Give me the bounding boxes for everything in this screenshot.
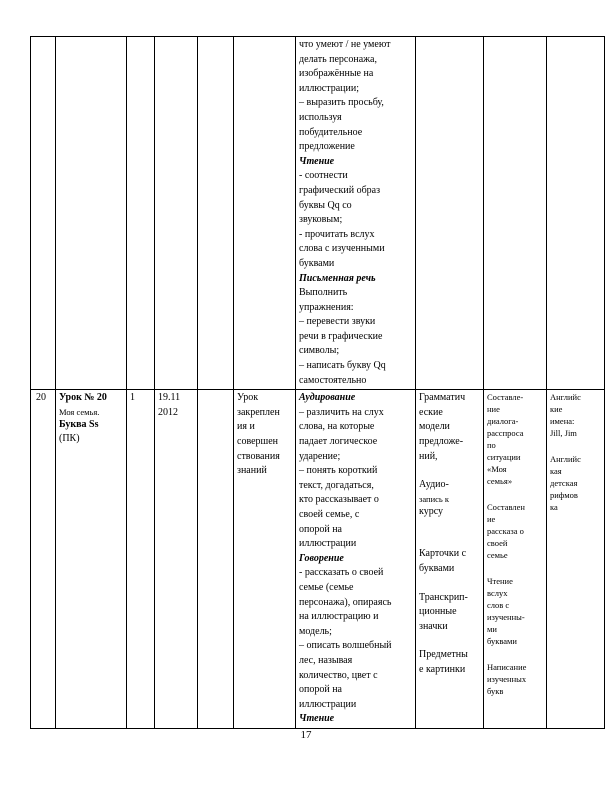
activity-line: букв <box>487 686 504 697</box>
content-line: кто рассказывает о <box>299 494 379 506</box>
activity-line: семья» <box>487 476 513 487</box>
content-line: Письменная речь <box>299 272 376 284</box>
materials-line <box>419 533 480 547</box>
activity-line <box>487 487 543 501</box>
content-line: что умеют / не умеют <box>299 39 391 50</box>
content-line: – написать букву Qq <box>299 360 386 372</box>
lesson-line: (ПК) <box>59 433 80 445</box>
content-line: Чтение <box>299 713 335 725</box>
lesson-type-cell <box>234 390 296 729</box>
content-line: слова, на которые <box>299 421 375 433</box>
content-line: предложение <box>299 141 355 153</box>
activity-line: буквами <box>487 636 517 647</box>
content-cell <box>296 37 416 390</box>
notes-line: детская <box>550 478 578 489</box>
materials-line: Грамматич <box>419 392 466 404</box>
activity-line: семье <box>487 550 508 561</box>
content-line: Выполнить <box>299 287 348 299</box>
lesson-cell <box>56 37 127 390</box>
activity-line <box>487 561 543 575</box>
activity-line: Написание <box>487 662 527 673</box>
materials-cell <box>416 390 484 729</box>
content-line: своей семье, с <box>299 509 360 520</box>
fact-date-cell <box>198 390 234 729</box>
content-line: модель; <box>299 625 332 637</box>
materials-line: ционные <box>419 606 457 618</box>
materials-line: курсу <box>419 505 444 517</box>
content-line: – перевести звуки <box>299 316 376 328</box>
materials-line: Предметны <box>419 649 468 661</box>
materials-line: модели <box>419 421 450 433</box>
activity-line: диалога- <box>487 416 519 427</box>
activities-cell <box>484 390 547 729</box>
content-line: Говорение <box>299 552 344 564</box>
content-line: слова с изученными <box>299 243 385 255</box>
activity-line: ситуации <box>487 452 521 463</box>
materials-line <box>419 634 480 648</box>
lesson-cell <box>56 390 127 729</box>
activity-line: своей <box>487 538 508 549</box>
activity-line: Составле- <box>487 392 524 403</box>
content-line: падает логическое <box>299 436 378 448</box>
content-line: речи в графические <box>299 330 383 342</box>
materials-line <box>419 577 480 591</box>
content-line: лес, называя <box>299 654 353 666</box>
materials-line: значки <box>419 620 448 632</box>
content-line: побудительное <box>299 126 363 138</box>
date-cell <box>155 37 198 390</box>
notes-line: имена: <box>550 416 575 427</box>
content-line: буквы Qq со <box>299 199 352 211</box>
content-line: количество, цвет с <box>299 669 378 681</box>
hours-cell <box>127 37 155 390</box>
content-line: - соотнести <box>299 170 348 182</box>
content-line: изображённые на <box>299 68 374 80</box>
materials-line: е картинки <box>419 663 466 675</box>
content-line: опорой на <box>299 684 342 696</box>
activity-line: Составлен <box>487 502 525 513</box>
notes-line <box>550 439 601 453</box>
hours-cell: 1 <box>127 390 155 729</box>
activity-line: изученных <box>487 674 527 685</box>
date-cell <box>155 390 198 729</box>
activity-line <box>487 647 543 661</box>
notes-line: кая <box>550 466 562 477</box>
materials-line: ний, <box>419 450 438 462</box>
materials-cell <box>416 37 484 390</box>
notes-line: рифмов <box>550 490 578 501</box>
materials-line: Карточки с <box>419 548 467 560</box>
content-line: на иллюстрацию и <box>299 611 379 623</box>
materials-line <box>419 464 480 478</box>
materials-line: Транскрип- <box>419 591 468 603</box>
table-row-lesson-20 <box>31 390 605 729</box>
activity-line: ие <box>487 514 496 525</box>
notes-line: Английс <box>550 454 581 465</box>
content-line: делать персонажа, <box>299 53 377 65</box>
activity-line: ние <box>487 404 500 415</box>
content-line: – выразить просьбу, <box>299 97 384 109</box>
activity-line: по <box>487 440 496 451</box>
materials-line: еские <box>419 406 443 418</box>
lesson-type-line: закреплен <box>237 406 280 418</box>
activity-line: вслух <box>487 588 508 599</box>
lesson-line: Моя семья. <box>59 406 100 417</box>
content-line: Аудирование <box>299 392 356 404</box>
content-line: иллюстрации <box>299 698 357 710</box>
lesson-type-line: Урок <box>237 392 259 404</box>
lesson-type-line: совершен <box>237 436 279 448</box>
content-line: Чтение <box>299 155 335 167</box>
table-row-continuation <box>31 37 605 390</box>
lesson-line: Буква Ss <box>59 418 99 430</box>
content-line: звуковым; <box>299 214 343 226</box>
content-line: – различить на слух <box>299 406 384 418</box>
activity-line: изученны- <box>487 612 525 623</box>
lesson-type-line: ствования <box>237 450 280 462</box>
activity-line: «Моя <box>487 464 507 475</box>
content-line: текст, догадаться, <box>299 479 374 491</box>
lesson-type-line: ия и <box>237 421 255 433</box>
date-line: 2012 <box>158 406 178 418</box>
notes-cell <box>547 37 605 390</box>
date-line: 19.11 <box>158 392 181 404</box>
content-line: опорой на <box>299 523 342 535</box>
content-line: - прочитать вслух <box>299 228 375 240</box>
content-line: графический образ <box>299 184 381 196</box>
activity-line: слов с <box>487 600 510 611</box>
content-line: семье (семье <box>299 581 354 593</box>
content-line: – описать волшебный <box>299 640 392 652</box>
activities-cell <box>484 37 547 390</box>
content-line: ударение; <box>299 450 341 462</box>
notes-cell <box>547 390 605 729</box>
content-line: – понять короткий <box>299 465 378 477</box>
lesson-type-line: знаний <box>237 465 267 477</box>
content-line: упражнения: <box>299 301 354 313</box>
content-line: самостоятельно <box>299 374 367 386</box>
notes-line: кие <box>550 404 563 415</box>
materials-line: запись к <box>419 493 450 504</box>
notes-line: Jill, Jim <box>550 428 577 439</box>
activity-line: рассказа о <box>487 526 524 537</box>
materials-line: Аудио- <box>419 479 449 491</box>
activity-line: расспроса <box>487 428 524 439</box>
materials-line <box>419 519 480 533</box>
number-cell: 20 <box>31 390 56 729</box>
materials-line: буквами <box>419 563 455 574</box>
notes-line: ка <box>550 502 558 513</box>
content-line: иллюстрации <box>299 538 357 550</box>
content-line: иллюстрации; <box>299 82 360 94</box>
number-cell <box>31 37 56 390</box>
content-line: буквами <box>299 257 335 269</box>
lesson-type-cell <box>234 37 296 390</box>
activity-line: Чтение <box>487 576 513 587</box>
fact-date-cell <box>198 37 234 390</box>
content-line: символы; <box>299 345 340 357</box>
content-line: - рассказать о своей <box>299 567 384 579</box>
materials-line: предложе- <box>419 436 464 448</box>
content-line: используя <box>299 111 342 123</box>
page-number: 17 <box>300 729 312 741</box>
lesson-plan-table <box>30 36 605 729</box>
activity-line: ми <box>487 624 497 635</box>
content-cell <box>296 390 416 729</box>
lesson-title: Урок № 20 <box>59 392 107 404</box>
notes-line: Английс <box>550 392 581 403</box>
content-line: персонажа), опираясь <box>299 596 392 608</box>
